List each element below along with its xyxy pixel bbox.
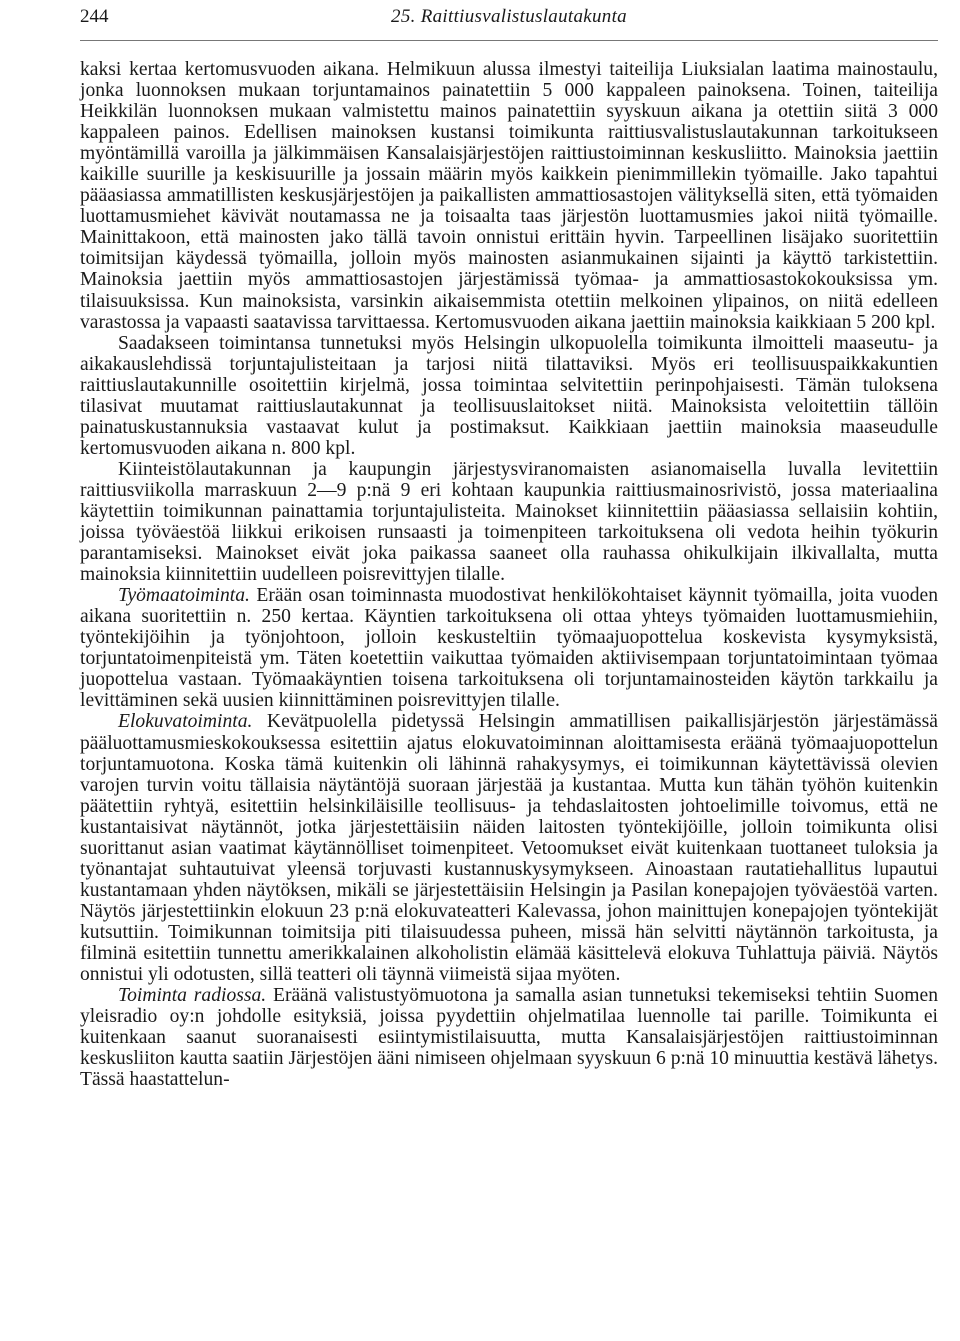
paragraph-text: Eräänä valistustyömuotona ja samalla asian tunnetuksi tekemiseksi tehtiin Suomen yleisradio oy:n johdolle esityksiä, joissa pyydettiin ohjelmatilaa luennolle tai parille. Toimikunta ei kuitenkaan saanut suoranaisesti esiintymistilaisuutta, mutta Kansalaisjärjestöjen raittiustoiminnan keskusliiton kautta saatiin Järjestöjen ääni nimiseen ohjelmaan syyskuun 6 p:nä 10 minuuttia kestävä lähetys. Tässä haastattelun-: [80, 985, 938, 1091]
paragraph-text: kaksi kertaa kertomusvuoden aikana. Helmikuun alussa ilmestyi taiteilija Liuksialan laatima mainostaulu, jonka luonnoksen mukaan torjuntamainos painatettiin 5 000 kappaleen painoksena. Toinen, taiteilija Heikkilän luonnoksen mukaan valmistettu mainos painatettiin syyskuun aikana ja otettiin siitä 3 000 kappaleen painos. Edellisen mainoksen kustansi toimikunta raittiusvalistuslautakunnan tarkoitukseen myöntämillä varoilla ja jälkimmäisen Kansalaisjärjestöjen raittiustoiminnan keskusliitto. Mainoksia jaettiin kaikille suurille ja keskisuurille ja jossain määrin myös kaikkein pienimmillekin työmaille. Jako tapahtui pääasiassa ammatillisten keskusjärjestöjen ja paikallisten ammattiosastojen välityksellä siten, että työmaiden luottamusmiehet kävivät noutamassa ne ja toisaalta taas järjestön luottamusmies jakoi niitä työmaille. Mainittakoon, että mainosten jako tällä tavoin onnistui erittäin hyvin. Tarpeellinen lisäjako suoritettiin toimitsijan käydessä työmailla, jolloin myös mainosten asianmukainen sijainti ja käyttö tarkistettiin. Mainoksia jaettiin myös ammattiosastojen järjestämissä työmaa- ja ammattiosastokokouksissa ym. tilaisuuksissa. Kun mainoksista, varsinkin aikaisemmista otettiin melkoinen ylipainos, on niitä edelleen varastossa ja vapaasti saatavissa tarvittaessa. Kertomusvuoden aikana jaettiin mainoksia kaikkiaan 5 200 kpl.: [80, 59, 938, 333]
document-page: [80, 0, 938, 1090]
paragraph: [80, 585, 938, 711]
section-run-in-heading: Työmaatoiminta.: [118, 585, 250, 607]
section-run-in-heading: Elokuvatoiminta.: [118, 711, 253, 733]
paragraph-text: Kiinteistölautakunnan ja kaupungin järjestysviranomaisten asianomaisella luvalla levitettiin raittiusviikolla marraskuun 2—9 p:nä 9 eri kohtaan kaupunkia raittiusmainosrivistö, jossa materiaalina käytettiin toimikunnan painattamia torjuntajulisteita. Mainokset kiinnitettiin pääasiassa sellaisiin kohtiin, joissa työväestöä liikkui erikoisen runsaasti ja toimenpiteen tarkoituksena oli vedota heihin työkurin parantamiseksi. Mainokset eivät joka paikassa saaneet olla rauhassa ohikulkijain ilkivallalta, mutta mainoksia kiinnitettiin uudelleen poisrevittyjen tilalle.: [80, 458, 938, 586]
running-head: 25. Raittiusvalistuslautakunta: [391, 6, 627, 27]
paragraph: [80, 59, 938, 333]
paragraph-text: Saadakseen toimintansa tunnetuksi myös Helsingin ulkopuolella toimikunta ilmoitteli maaseutu- ja aikakauslehdissä torjuntajulisteitaan ja tarjosi niitä tilattaviksi. Myös eri teollisuuspaikkakuntien raittiuslautakunnille osoitettiin kirjelmä, jossa toimintaa selvitettiin perinpohjaisesti. Tämän tuloksena tilasivat muutamat raittiuslautakunnat ja teollisuuslaitokset niitä. Mainoksista veloitettiin tällöin painatuskustannuksia vastaavat kulut ja postimaksut. Kaikkiaan jaettiin mainoksia maaseudulle kertomusvuoden aikana n. 800 kpl.: [80, 332, 938, 459]
body-text: [80, 59, 938, 1090]
paragraph: [80, 333, 938, 459]
section-run-in-heading: Toiminta radiossa.: [118, 985, 267, 1007]
paragraph-text: Erään osan toiminnasta muodostivat henkilökohtaiset käynnit työmailla, joita vuoden aikana suoritettiin n. 250 kertaa. Käyntien tarkoituksena oli ottaa yhteys työmaiden luottamusmiehiin, työntekijöihin ja työnjohtoon, jolloin keskusteltiin työmaajuopottelua koskevista kysymyksistä, torjuntatoimenpiteistä ym. Täten koetettiin vaikuttaa työmaiden aktiivisempaan torjuntatoimintaan työmaa juopottelua vastaan. Työmaakäyntien toisena tarkoituksena oli torjuntamainosteiden käytön tarkkailu ja levittäminen sekä uusien kiinnittäminen poisrevittyjen tilalle.: [80, 585, 938, 712]
paragraph: [80, 711, 938, 985]
paragraph: [80, 459, 938, 585]
paragraph-text: Kevätpuolella pidetyssä Helsingin ammatillisen paikallisjärjestön järjestämässä pääluottamusmieskokouksessa esitettiin ajatus elokuvatoiminnan aloittamisesta eräänä työmaajuopottelun torjuntamuotona. Koska tämä kuitenkin oli lähinnä rahakysymys, ei toimikunnan käytettävissä olevien varojen turvin voitu tällaisia näytäntöjä suoraan järjestää ja kustantaa. Mutta kun tähän työhön kuitenkin päätettiin ryhtyä, esitettiin helsinkiläisille teollisuus- ja tehdaslaitosten johtoelimille toivomus, että ne kustantaisivat näytännöt, jotka järjestettäisiin näiden laitosten työntekijöille, jolloin toimikunta olisi suorittanut asian vaatimat käytännölliset toimenpiteet. Vetoomukset eivät kuitenkaan tuottaneet tuloksia ja työnantajat suhtautuivat yleensä torjuvasti kustannuskysymykseen. Ainoastaan rautatiehallitus lupautui kustantamaan yhden näytöksen, mikäli se järjestettäisiin Helsingin ja Pasilan konepajojen työväestöä varten. Näytös järjestettiinkin elokuun 23 p:nä elokuvateatteri Kalevassa, johon mainittujen konepajojen työntekijät kutsuttiin. Toimikunnan toimitsija piti tilaisuudessa puheen, missä hän selvitti näytännön tarkoitusta, ja filminä esitettiin tunnettu amerikkalainen alkoholistin elämää käsittelevä elokuva Tuhlattuja päiviä. Näytös onnistui yli odotusten, sillä teatteri oli täynnä viimeistä sijaa myöten.: [80, 711, 938, 986]
paragraph: [80, 985, 938, 1090]
page-number: 244: [80, 6, 109, 27]
page-header: [80, 0, 938, 41]
